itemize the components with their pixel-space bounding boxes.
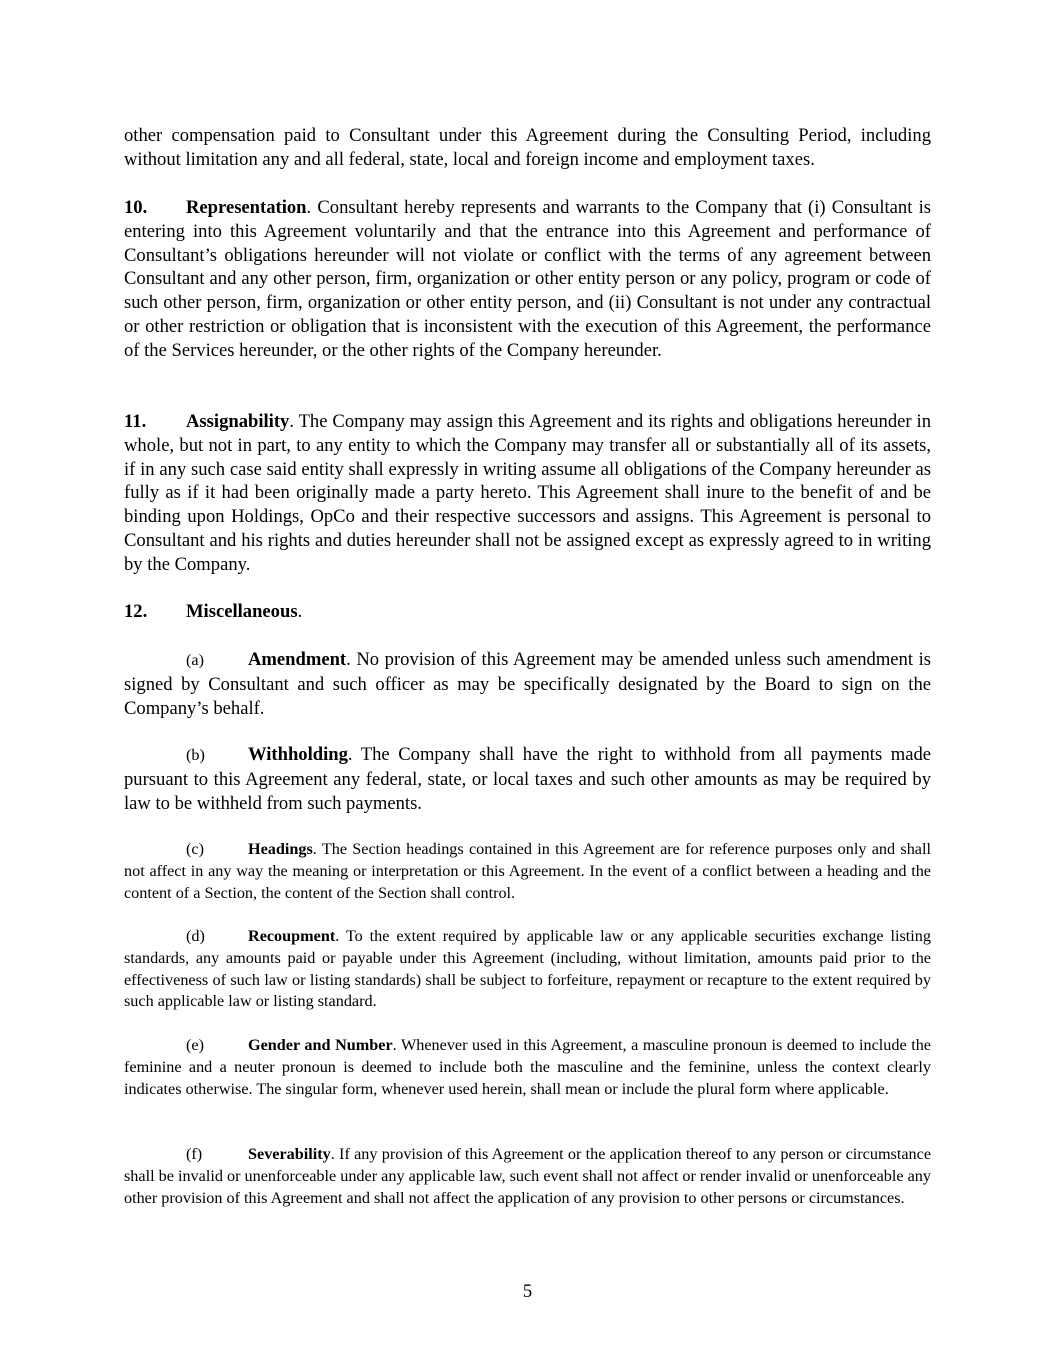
- section-12-heading: Miscellaneous: [186, 601, 298, 622]
- section-12b-text: . The Company shall have the right to withhold from all payments made pursuant to this Agreement any federal, state, or local taxes and such other amounts as may be required by law to be withheld from such payments.: [124, 744, 931, 814]
- section-12d-recoupment: [124, 926, 931, 1013]
- section-12f-label: (f): [186, 1145, 203, 1163]
- intro-paragraph: [124, 124, 931, 172]
- section-10-number: 10.: [124, 197, 148, 218]
- section-12e-label: (e): [186, 1036, 204, 1054]
- section-12-suffix: .: [297, 601, 303, 622]
- section-12a-text: . No provision of this Agreement may be amended unless such amendment is signed by Consultant and such officer as may be specifically designated by the Board to sign on the Company’s behalf.: [124, 649, 931, 719]
- section-12c-heading: Headings: [248, 840, 313, 858]
- section-12e-gender-and-number: [124, 1035, 931, 1100]
- section-12b-heading: Withholding: [248, 744, 348, 765]
- section-12e-heading: Gender and Number: [248, 1036, 393, 1054]
- section-10-heading: Representation: [186, 197, 307, 218]
- section-12a-amendment: [124, 648, 931, 720]
- section-12-miscellaneous: [124, 600, 931, 624]
- section-12f-severability: [124, 1144, 931, 1209]
- section-12d-label: (d): [186, 927, 205, 945]
- section-11-text: . The Company may assign this Agreement and its rights and obligations hereunder in whole, but not in part, to any entity to which the Company may transfer all or substantially all of its assets, if in any such case said entity shall expressly in writing assume all obligations of the Company hereunder as fully as if it had been originally made a party hereto. This Agreement shall inure to the benefit of and be binding upon Holdings, OpCo and their respective successors and assigns. This Agreement is personal to Consultant and his rights and duties hereunder shall not be assigned except as expressly agreed to in writing by the Company.: [124, 411, 931, 575]
- section-12b-withholding: [124, 743, 931, 815]
- section-12a-label: (a): [186, 651, 204, 669]
- section-11-heading: Assignability: [186, 411, 290, 432]
- intro-text: other compensation paid to Consultant under this Agreement during the Consulting Period, including without limitation any and all federal, state, local and foreign income and employment taxes.: [124, 125, 931, 170]
- section-12c-headings: [124, 839, 931, 904]
- section-12d-heading: Recoupment: [248, 927, 336, 945]
- section-12b-label: (b): [186, 746, 205, 764]
- section-12f-text: . If any provision of this Agreement or the application thereof to any person or circumstance shall be invalid or unenforceable under any applicable law, such event shall not affect or render invalid or unenforceable any other provision of this Agreement and shall not affect the application of any provision to other persons or circumstances.: [124, 1145, 931, 1207]
- section-12a-heading: Amendment: [248, 649, 347, 670]
- section-10-text: . Consultant hereby represents and warrants to the Company that (i) Consultant is entering into this Agreement voluntarily and that the entrance into this Agreement and performance of Consultant’s obligations hereunder will not violate or conflict with the terms of any agreement between Consultant and any other person, firm, organization or other entity person or any policy, program or code of such other person, firm, organization or other entity person, and (ii) Consultant is not under any contractual or other restriction or obligation that is inconsistent with the execution of this Agreement, the performance of the Services hereunder, or the other rights of the Company hereunder.: [124, 197, 931, 361]
- section-11-assignability: [124, 410, 931, 577]
- section-12e-text: . Whenever used in this Agreement, a masculine pronoun is deemed to include the feminine and a neuter pronoun is deemed to include both the masculine and the feminine, unless the context clearly indicates otherwise. The singular form, whenever used herein, shall mean or include the plural form where applicable.: [124, 1036, 931, 1098]
- section-11-number: 11.: [124, 411, 147, 432]
- section-10-representation: [124, 196, 931, 363]
- section-12c-label: (c): [186, 840, 204, 858]
- section-12d-text: . To the extent required by applicable law or any applicable securities exchange listing standards, any amounts paid or payable under this Agreement (including, without limitation, amounts paid prior to the effectiveness of such law or listing standards) shall be subject to forfeiture, repayment or recapture to the extent required by such applicable law or listing standard.: [124, 927, 931, 1011]
- section-12f-heading: Severability: [248, 1145, 331, 1163]
- section-12c-text: . The Section headings contained in this Agreement are for reference purposes only and shall not affect in any way the meaning or interpretation or this Agreement. In the event of a conflict between a heading and the content of a Section, the content of the Section shall control.: [124, 840, 931, 902]
- page-number: 5: [522, 1281, 533, 1302]
- section-12-number: 12.: [124, 601, 148, 622]
